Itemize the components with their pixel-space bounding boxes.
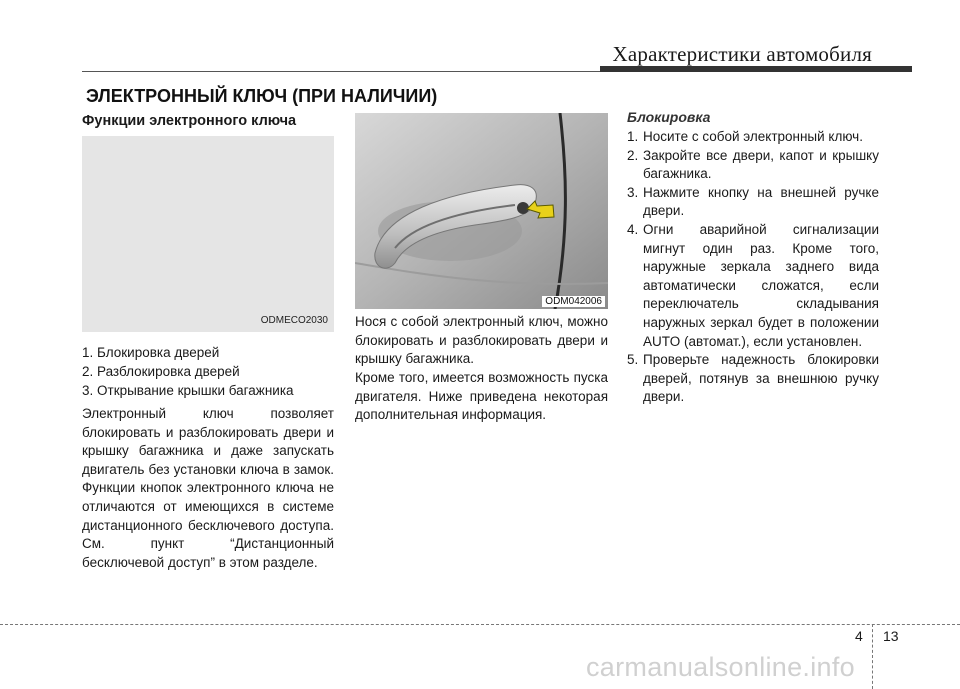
chapter-number: 4 [855,628,863,644]
list-item [627,184,879,221]
step-number: 5. [627,352,639,368]
list-item: 1. Блокировка дверей [82,345,220,360]
step-number: 4. [627,221,639,237]
header-title: Характеристики автомобиля [612,42,872,66]
step-text: Закройте все двери, капот и крышку багажника. [643,147,879,182]
carry-key-paragraph: Нося с собой электронный ключ, можно блокировать и разблокировать двери и крышку багажника. [355,314,608,367]
list-item: 3. Открывание крышки багажника [82,383,294,398]
footer-divider [872,624,873,689]
step-text: Носите с собой электронный ключ. [643,129,863,144]
engine-start-paragraph: Кроме того, имеется возможность пуска двигателя. Ниже приведена некоторая дополнительная информация. [355,370,608,423]
key-functions-heading: Функции электронного ключа [82,113,297,129]
step-text: Огни аварийной сигнализации мигнут один раз. Кроме того, наружные зеркала заднего вида автоматически сложатся, если переключатель складывания наружных зеркал будет в положении AUTO (автомат.), если установлен. [643,221,879,349]
key-image-code: ODMECO2030 [260,315,328,326]
step-number: 1. [627,129,639,144]
step-number: 3. [627,184,639,200]
list-item [627,147,879,184]
locking-subtitle: Блокировка [627,109,711,125]
header-rule-accent [600,66,912,72]
list-item: 2. Разблокировка дверей [82,364,240,379]
key-functions-list [82,343,334,400]
list-item [627,128,879,147]
door-image-code: ODM042006 [542,296,605,307]
step-number: 2. [627,147,639,163]
page-number: 13 [883,628,899,644]
list-item [627,221,879,351]
watermark: carmanualsonline.info [586,652,855,682]
smart-key-image [82,136,334,332]
list-item [627,351,879,407]
footer-rule [0,624,960,625]
door-handle-illustration [355,113,608,309]
section-title: ЭЛЕКТРОННЫЙ КЛЮЧ (ПРИ НАЛИЧИИ) [86,86,438,106]
locking-steps [627,128,879,407]
step-text: Проверьте надежность блокировки дверей, потянув за внешнюю ручку двери. [643,352,879,405]
door-handle-image [355,113,608,309]
step-text: Нажмите кнопку на внешней ручке двери. [643,184,879,219]
key-description-paragraph: Электронный ключ позволяет блокировать и разблокировать двери и крышку багажника и даже запускать двигатель без установки ключа в замок. Функции кнопок электронного ключа не отличаются от имеющихся в системе дистанционного бесключевого доступа. См. пункт “Дистанционный бесключевой доступ” в этом разделе. [82,406,334,570]
